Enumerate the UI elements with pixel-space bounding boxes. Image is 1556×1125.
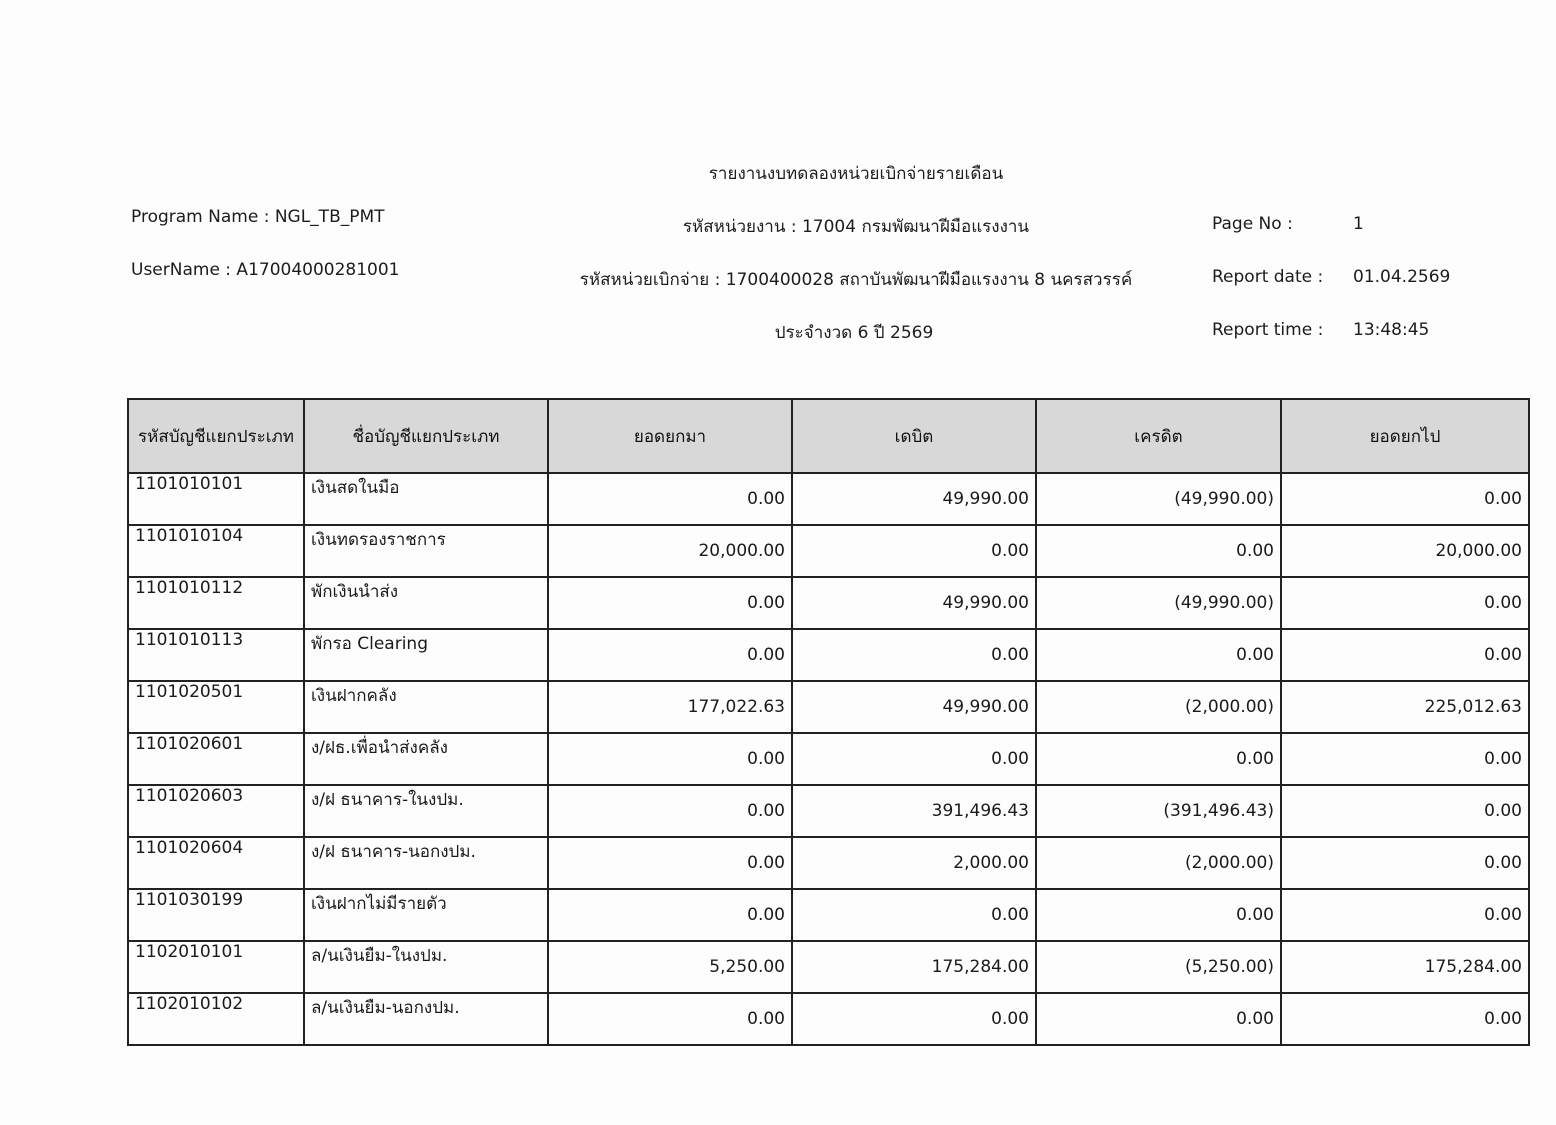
opening-balance-cell: 5,250.00 — [548, 941, 792, 993]
credit-cell: 0.00 — [1036, 733, 1281, 785]
account-code-cell: 1101020604 — [128, 837, 304, 889]
account-name-cell: ง/ฝธ.เพื่อนำส่งคลัง — [304, 733, 548, 785]
closing-balance-cell: 0.00 — [1281, 629, 1529, 681]
opening-balance-cell: 0.00 — [548, 889, 792, 941]
debit-cell: 0.00 — [792, 525, 1036, 577]
credit-cell: 0.00 — [1036, 629, 1281, 681]
closing-balance-cell: 0.00 — [1281, 473, 1529, 525]
closing-balance-cell: 225,012.63 — [1281, 681, 1529, 733]
page-no-label: Page No : — [1212, 214, 1293, 234]
credit-cell: 0.00 — [1036, 525, 1281, 577]
table-row — [128, 577, 1529, 629]
debit-cell: 49,990.00 — [792, 681, 1036, 733]
account-code-cell: 1101020601 — [128, 733, 304, 785]
debit-cell: 49,990.00 — [792, 577, 1036, 629]
agency-code: รหัสหน่วยงาน : 17004 กรมพัฒนาฝีมือแรงงาน — [682, 217, 1030, 237]
credit-cell: (391,496.43) — [1036, 785, 1281, 837]
table-row — [128, 681, 1529, 733]
debit-cell: 0.00 — [792, 629, 1036, 681]
report-date-label: Report date : — [1212, 267, 1324, 287]
account-code-cell: 1101020603 — [128, 785, 304, 837]
program-name: Program Name : NGL_TB_PMT — [131, 207, 385, 227]
debit-cell: 2,000.00 — [792, 837, 1036, 889]
account-name-cell: ล/นเงินยืม-นอกงปม. — [304, 993, 548, 1045]
opening-balance-cell: 0.00 — [548, 993, 792, 1045]
disbursing-unit-code: รหัสหน่วยเบิกจ่าย : 1700400028 สถาบันพัฒนาฝีมือแรงงาน 8 นครสวรรค์ — [579, 270, 1133, 290]
column-header-account-name: ชื่อบัญชีแยกประเภท — [304, 399, 548, 473]
report-date-value: 01.04.2569 — [1353, 267, 1451, 287]
closing-balance-cell: 0.00 — [1281, 993, 1529, 1045]
page-no-value: 1 — [1353, 214, 1364, 234]
credit-cell: (49,990.00) — [1036, 473, 1281, 525]
column-header-opening-balance: ยอดยกมา — [548, 399, 792, 473]
account-name-cell: เงินฝากคลัง — [304, 681, 548, 733]
debit-cell: 0.00 — [792, 733, 1036, 785]
credit-cell: (5,250.00) — [1036, 941, 1281, 993]
user-name: UserName : A17004000281001 — [131, 260, 400, 280]
account-code-cell: 1102010101 — [128, 941, 304, 993]
credit-cell: (2,000.00) — [1036, 837, 1281, 889]
closing-balance-cell: 0.00 — [1281, 889, 1529, 941]
credit-cell: 0.00 — [1036, 993, 1281, 1045]
column-header-debit: เดบิต — [792, 399, 1036, 473]
report-title: รายงานงบทดลองหน่วยเบิกจ่ายรายเดือน — [708, 164, 1004, 184]
table-row — [128, 629, 1529, 681]
table-row — [128, 837, 1529, 889]
credit-cell: (49,990.00) — [1036, 577, 1281, 629]
trial-balance-table — [127, 398, 1530, 1046]
table-row — [128, 733, 1529, 785]
account-code-cell: 1101010104 — [128, 525, 304, 577]
column-header-closing-balance: ยอดยกไป — [1281, 399, 1529, 473]
closing-balance-cell: 0.00 — [1281, 837, 1529, 889]
table-row — [128, 993, 1529, 1045]
column-header-account-code: รหัสบัญชีแยกประเภท — [128, 399, 304, 473]
account-code-cell: 1102010102 — [128, 993, 304, 1045]
debit-cell: 391,496.43 — [792, 785, 1036, 837]
account-code-cell: 1101020501 — [128, 681, 304, 733]
debit-cell: 0.00 — [792, 889, 1036, 941]
table-row — [128, 889, 1529, 941]
report-time-value: 13:48:45 — [1353, 320, 1430, 340]
debit-cell: 175,284.00 — [792, 941, 1036, 993]
column-header-credit: เครดิต — [1036, 399, 1281, 473]
opening-balance-cell: 0.00 — [548, 837, 792, 889]
account-name-cell: พักรอ Clearing — [304, 629, 548, 681]
closing-balance-cell: 0.00 — [1281, 577, 1529, 629]
account-code-cell: 1101010113 — [128, 629, 304, 681]
account-name-cell: ง/ฝ ธนาคาร-นอกงปม. — [304, 837, 548, 889]
account-name-cell: พักเงินนำส่ง — [304, 577, 548, 629]
opening-balance-cell: 0.00 — [548, 785, 792, 837]
closing-balance-cell: 20,000.00 — [1281, 525, 1529, 577]
account-code-cell: 1101030199 — [128, 889, 304, 941]
opening-balance-cell: 0.00 — [548, 577, 792, 629]
table-row — [128, 473, 1529, 525]
opening-balance-cell: 0.00 — [548, 629, 792, 681]
account-name-cell: เงินทดรองราชการ — [304, 525, 548, 577]
debit-cell: 49,990.00 — [792, 473, 1036, 525]
account-name-cell: เงินฝากไม่มีรายตัว — [304, 889, 548, 941]
table-row — [128, 525, 1529, 577]
account-name-cell: ล/นเงินยืม-ในงปม. — [304, 941, 548, 993]
opening-balance-cell: 177,022.63 — [548, 681, 792, 733]
report-time-label: Report time : — [1212, 320, 1324, 340]
debit-cell: 0.00 — [792, 993, 1036, 1045]
table-row — [128, 941, 1529, 993]
account-code-cell: 1101010101 — [128, 473, 304, 525]
account-name-cell: ง/ฝ ธนาคาร-ในงปม. — [304, 785, 548, 837]
account-name-cell: เงินสดในมือ — [304, 473, 548, 525]
table-header-row — [128, 399, 1529, 473]
opening-balance-cell: 20,000.00 — [548, 525, 792, 577]
account-code-cell: 1101010112 — [128, 577, 304, 629]
opening-balance-cell: 0.00 — [548, 473, 792, 525]
closing-balance-cell: 0.00 — [1281, 733, 1529, 785]
closing-balance-cell: 0.00 — [1281, 785, 1529, 837]
credit-cell: 0.00 — [1036, 889, 1281, 941]
closing-balance-cell: 175,284.00 — [1281, 941, 1529, 993]
table-row — [128, 785, 1529, 837]
opening-balance-cell: 0.00 — [548, 733, 792, 785]
credit-cell: (2,000.00) — [1036, 681, 1281, 733]
report-period: ประจำงวด 6 ปี 2569 — [774, 323, 934, 343]
